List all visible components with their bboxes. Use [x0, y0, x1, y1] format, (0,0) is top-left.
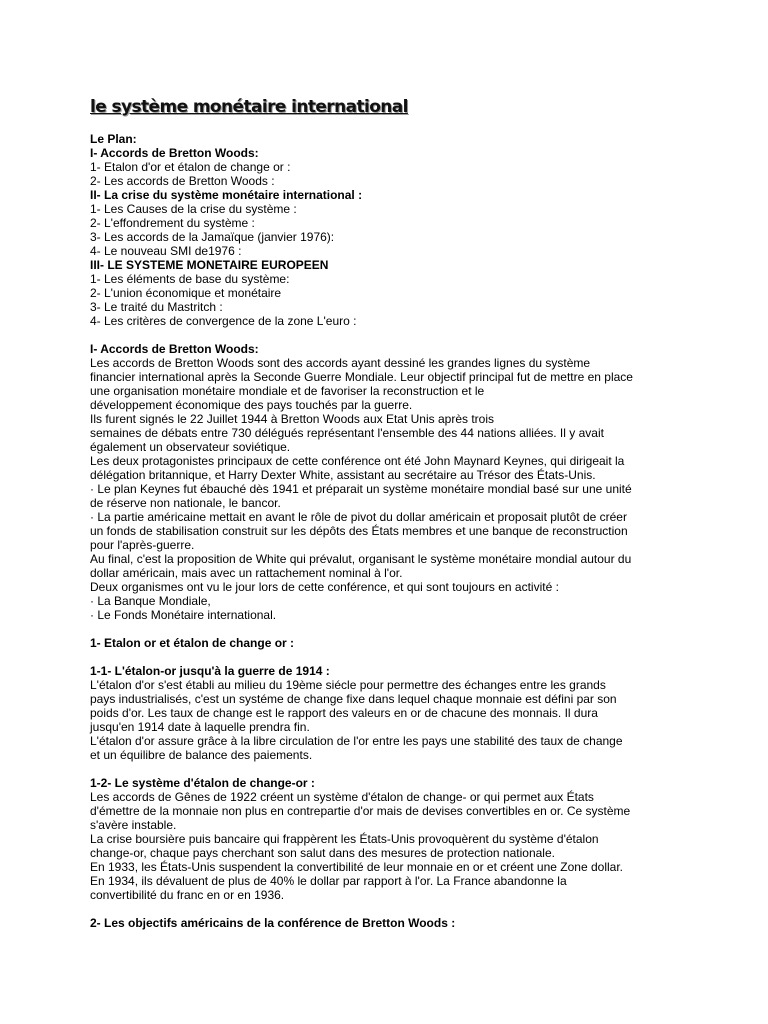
text-line: 2- L'union économique et monétaire	[90, 286, 282, 300]
text-line: La crise boursière puis bancaire qui frappèrent les États-Unis provoquèrent du système d'étalon	[90, 832, 599, 846]
text-line: 2- L'effondrement du système :	[90, 216, 255, 230]
text-line: · Le Fonds Monétaire international.	[90, 608, 277, 622]
text-line: développement économique des pays touchés par la guerre.	[90, 398, 413, 412]
text-line: s'avère instable.	[90, 818, 177, 832]
text-line: · La partie américaine mettait en avant le rôle de pivot du dollar américain et proposait plutôt de créer	[90, 510, 627, 524]
text-line: 2- Les accords de Bretton Woods :	[90, 174, 275, 188]
text-line: convertibilité du franc en or en 1936.	[90, 888, 285, 902]
spacer	[90, 762, 690, 776]
text-line: Les accords de Gênes de 1922 créent un système d'étalon de change- or qui permet aux États	[90, 790, 594, 804]
text-line: semaines de débats entre 730 délégués représentant l'ensemble des 44 nations alliées. Il y avait	[90, 426, 604, 440]
text-line: poids d'or. Les taux de change est le rapport des valeurs en or de chacune des monnais. Il dura	[90, 706, 598, 720]
section-etalon-change-or	[90, 776, 690, 902]
heading-line: 1-2- Le système d'étalon de change-or :	[90, 776, 315, 790]
text-line: 4- Les critères de convergence de la zone L'euro :	[90, 314, 357, 328]
heading-line: III- LE SYSTEME MONETAIRE EUROPEEN	[90, 258, 329, 272]
spacer	[90, 328, 690, 342]
text-line: En 1933, les États-Unis suspendent la convertibilité de leur monnaie en or et créent une Zone dollar.	[90, 860, 623, 874]
text-line: 4- Le nouveau SMI de1976 :	[90, 244, 242, 258]
section-heading-objectifs: 2- Les objectifs américains de la conférence de Bretton Woods :	[90, 916, 456, 930]
text-line: pour l'après-guerre.	[90, 538, 195, 552]
text-line: En 1934, ils dévaluent de plus de 40% le dollar par rapport à l'or. La France abandonne la	[90, 874, 567, 888]
text-line: Les accords de Bretton Woods sont des accords ayant dessiné les grandes lignes du système	[90, 356, 591, 370]
spacer	[90, 622, 690, 636]
text-line: · Le plan Keynes fut ébauché dès 1941 et préparait un système monétaire mondial basé sur une unité	[90, 482, 632, 496]
text-line: Au final, c'est la proposition de White qui prévalut, organisant le système monétaire mondial autour du	[90, 552, 632, 566]
heading-line: I- Accords de Bretton Woods:	[90, 342, 259, 356]
section-heading-etalon: 1- Etalon or et étalon de change or :	[90, 636, 295, 650]
text-line: · La Banque Mondiale,	[90, 594, 211, 608]
text-line: change-or, chaque pays cherchant son salut dans des mesures de protection nationale.	[90, 846, 555, 860]
section-etalon-or-1914	[90, 664, 690, 762]
text-line: une organisation monétaire mondiale et de favoriser la reconstruction et le	[90, 384, 485, 398]
text-line: Ils furent signés le 22 Juillet 1944 à Bretton Woods aux Etat Unis après trois	[90, 412, 494, 426]
text-line: 1- Les Causes de la crise du système :	[90, 202, 297, 216]
text-line: 1- Etalon d'or et étalon de change or :	[90, 160, 291, 174]
spacer	[90, 902, 690, 916]
text-line: délégation britannique, et Harry Dexter White, assistant au secrétaire au Trésor des États-Unis.	[90, 468, 596, 482]
text-line: et un équilibre de balance des paiements.	[90, 748, 313, 762]
text-line: 3- Le traité du Mastritch :	[90, 300, 223, 314]
section-bretton-woods	[90, 342, 690, 622]
text-line: de réserve non nationale, le bancor.	[90, 496, 281, 510]
text-line: jusqu'en 1914 date à laquelle prendra fin.	[90, 720, 310, 734]
document-title: le système monétaire international	[90, 97, 408, 117]
heading-line: I- Accords de Bretton Woods:	[90, 146, 259, 160]
document-page	[90, 96, 690, 930]
heading-line: 1-1- L'étalon-or jusqu'à la guerre de 1914 :	[90, 664, 330, 678]
plan-block	[90, 132, 690, 328]
text-line: également un observateur soviétique.	[90, 440, 291, 454]
text-line: 1- Les éléments de base du système:	[90, 272, 290, 286]
text-line: un fonds de stabilisation construit sur les dépôts des États membres et une banque de reconstruction	[90, 524, 628, 538]
text-line: 3- Les accords de la Jamaïque (janvier 1976):	[90, 230, 335, 244]
heading-line: II- La crise du système monétaire international :	[90, 188, 363, 202]
text-line: Deux organismes ont vu le jour lors de cette conférence, et qui sont toujours en activité :	[90, 580, 559, 594]
heading-line: Le Plan:	[90, 132, 137, 146]
text-line: L'étalon d'or s'est établi au milieu du 19ème siécle pour permettre des échanges entre les grands	[90, 678, 606, 692]
text-line: Les deux protagonistes principaux de cette conférence ont été John Maynard Keynes, qui dirigeait la	[90, 454, 625, 468]
text-line: dollar américain, mais avec un rattachement nominal à l'or.	[90, 566, 403, 580]
text-line: d'émettre de la monnaie non plus en contrepartie d'or mais de devises convertibles en or. Ce système	[90, 804, 631, 818]
text-line: L'étalon d'or assure grâce à la libre circulation de l'or entre les pays une stabilité des taux de change	[90, 734, 623, 748]
text-line: financier international après la Seconde Guerre Mondiale. Leur objectif principal fut de mettre en place	[90, 370, 633, 384]
spacer	[90, 650, 690, 664]
text-line: pays industrialisés, c'est un systéme de change fixe dans lequel chaque monnaie est défini par son	[90, 692, 617, 706]
